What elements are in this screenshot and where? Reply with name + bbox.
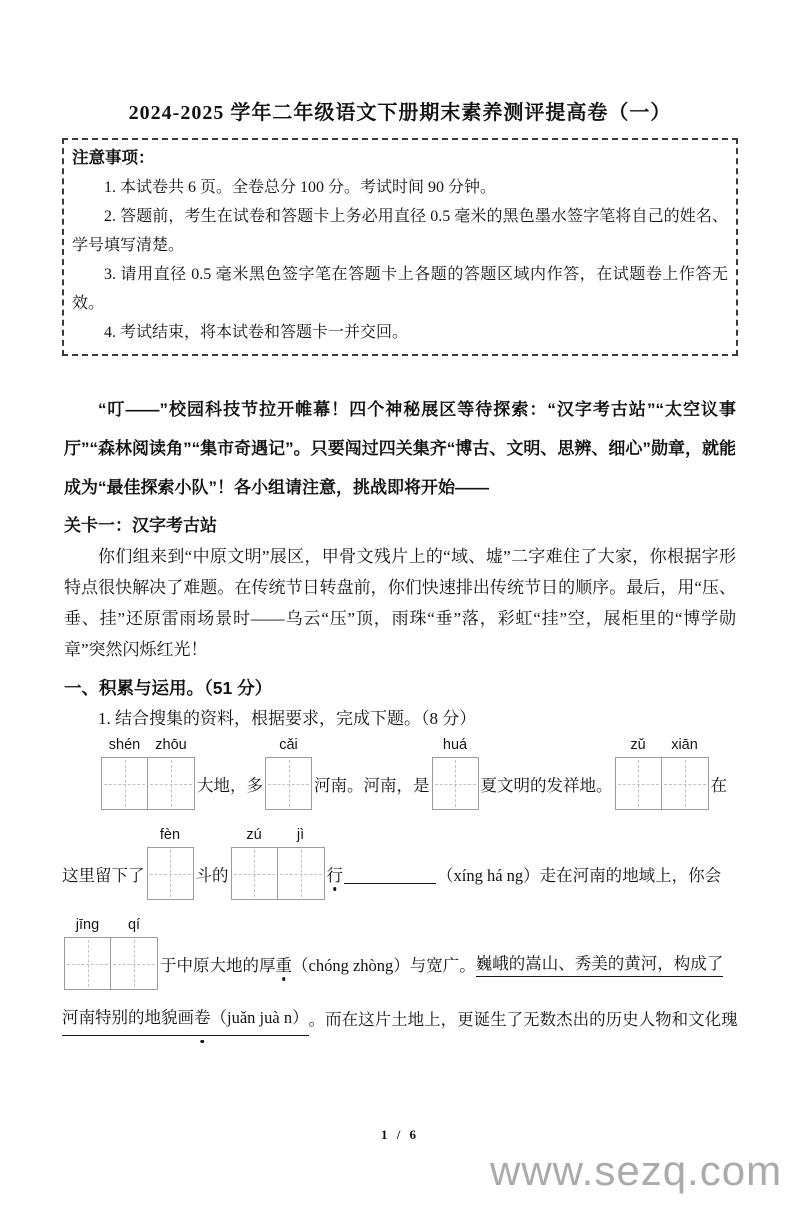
page-number: 1 / 6 <box>380 1127 420 1142</box>
question-text: 河南特别的地貌画 <box>62 1003 194 1036</box>
question-text: 这里留下了 <box>62 865 145 885</box>
tianzige-cell <box>101 737 148 810</box>
writing-grid <box>231 827 325 900</box>
writing-grid <box>265 737 312 810</box>
question-text: 卷 <box>194 1003 211 1036</box>
pinyin-label: jīng <box>75 917 100 933</box>
question-text: （juǎn juà n） <box>211 1003 309 1036</box>
writing-grid <box>432 737 479 810</box>
pinyin-label: huá <box>442 737 468 753</box>
pinyin-label: zǔ <box>630 737 646 753</box>
tianzige-cell <box>148 737 195 810</box>
tianzige-cell <box>662 737 709 810</box>
notice-heading: 注意事项： <box>72 149 155 167</box>
fill-in-lines <box>62 733 738 1036</box>
question-text: 大地，多 <box>197 775 263 795</box>
notice-item-1: 1. 本试卷共 6 页。全卷总分 100 分。考试时间 90 分钟。 <box>104 179 497 196</box>
question-text: 行 <box>327 862 344 886</box>
notice-item-2: 2. 答题前，考生在试卷和答题卡上务必用直径 0.5 毫米的黑色墨水签字笔将自己的姓名、学号填写清楚。 <box>72 208 728 254</box>
notice-item-3: 3. 请用直径 0.5 毫米黑色签字笔在答题卡上各题的答题区域内作答，在试题卷上作答无效。 <box>72 266 728 312</box>
question-text: （xíng há ng）走在河南的地域上，你会 <box>437 865 722 885</box>
fill-in-row <box>62 823 738 900</box>
intro-paragraph: “叮——”校园科技节拉开帷幕！四个神秘展区等待探索：“汉字考古站”“太空议事厅”“森林阅读角”“集市奇遇记”。只要闯过四关集齐“博古、文明、思辨、细心”勋章，就能成为“最佳探索小队”！各小组请注意，挑战即将开始—— <box>64 400 736 497</box>
pinyin-label: jì <box>296 827 305 843</box>
writing-grid <box>147 827 194 900</box>
fill-in-row <box>62 1003 738 1036</box>
tianzige-cell <box>147 827 194 900</box>
level1-paragraph: 你们组来到“中原文明”展区，甲骨文残片上的“域、墟”二字难住了大家，你根据字形特点很快解决了难题。在传统节日转盘前，你们快速排出传统节日的顺序。最后，用“压、垂、挂”还原雷雨场景时——乌云“压”顶，雨珠“垂”落，彩虹“挂”空，展柜里的“博学勋章”突然闪烁红光！ <box>64 547 736 659</box>
section1-heading: 一、积累与运用。（51 分） <box>64 678 273 698</box>
answer-blank <box>344 883 436 884</box>
tianzige-cell <box>231 827 278 900</box>
watermark: www.sezq.com <box>490 1147 783 1194</box>
pinyin-label: fèn <box>159 827 181 843</box>
pinyin-label: xiān <box>671 737 698 753</box>
tianzige-cell <box>278 827 325 900</box>
pinyin-label: shén <box>108 737 141 753</box>
question-text: 巍峨的嵩山、秀美的黄河，构成了 <box>476 950 724 977</box>
exam-page <box>0 96 800 1227</box>
writing-grid <box>615 737 709 810</box>
pinyin-label: cǎi <box>279 737 298 753</box>
question-text: 斗的 <box>195 865 229 885</box>
fill-in-row <box>62 733 738 810</box>
tianzige-cell <box>432 737 479 810</box>
writing-grid <box>64 917 158 990</box>
notice-box <box>62 138 738 356</box>
question-text: 。而在这片土地上，更诞生了无数杰出的历史人物和文化瑰 <box>308 1009 738 1029</box>
tianzige-cell <box>111 917 158 990</box>
question-text: 重 <box>276 952 293 976</box>
pinyin-label: zhōu <box>155 737 187 753</box>
question-text: 河南。河南，是 <box>314 775 430 795</box>
level1-heading: 关卡一：汉字考古站 <box>64 516 217 535</box>
question1-label: 1. 结合搜集的资料，根据要求，完成下题。（8 分） <box>98 709 477 728</box>
question-text: 在 <box>710 775 727 795</box>
question-text: 夏文明的发祥地。 <box>480 775 613 795</box>
question-text: 于中原大地的厚 <box>160 955 276 975</box>
tianzige-cell <box>265 737 312 810</box>
tianzige-cell <box>615 737 662 810</box>
pinyin-label: qí <box>127 917 141 933</box>
writing-grid <box>101 737 195 810</box>
page-title: 2024-2025 学年二年级语文下册期末素养测评提高卷（一） <box>128 102 672 124</box>
pinyin-label: zú <box>246 827 262 843</box>
fill-in-row <box>62 913 738 990</box>
tianzige-cell <box>64 917 111 990</box>
notice-item-4: 4. 考试结束，将本试卷和答题卡一并交回。 <box>104 324 409 341</box>
question-text: （chóng zhòng）与宽广。 <box>292 955 476 975</box>
